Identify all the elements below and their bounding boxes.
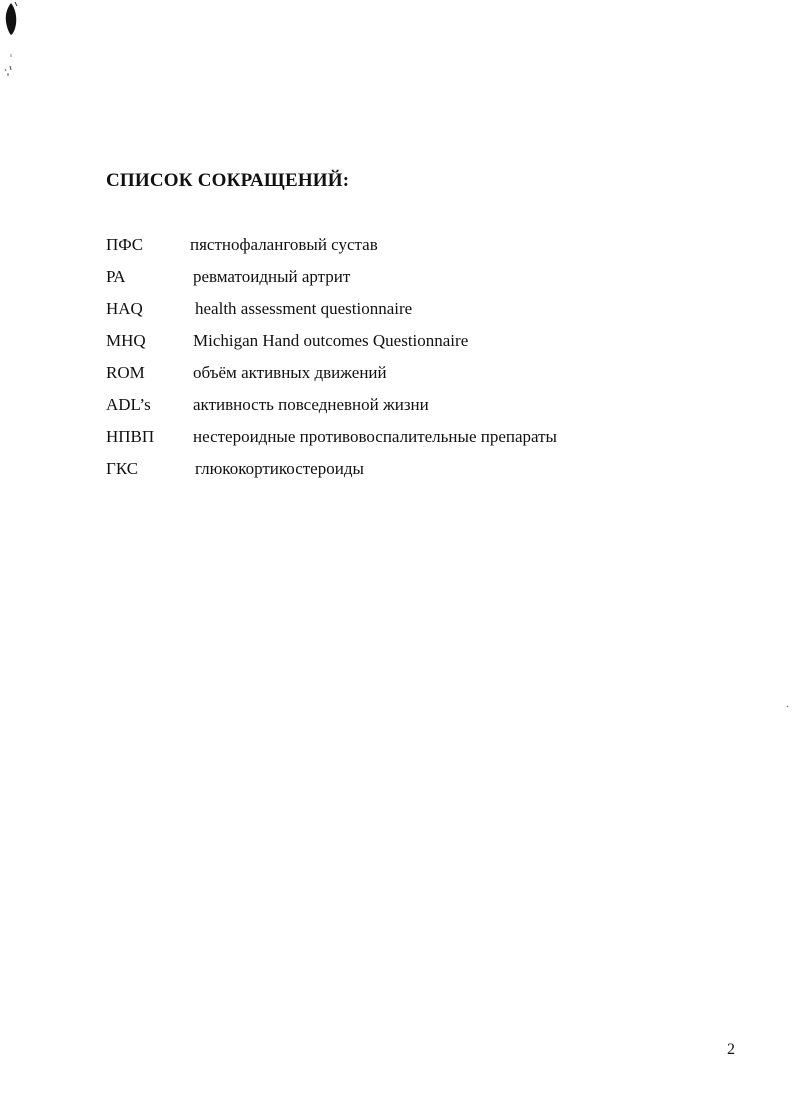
abbreviation-row [106, 329, 706, 361]
abbreviation-row [106, 233, 706, 265]
abbreviation-row [106, 393, 706, 425]
abbreviation-term: MHQ [106, 331, 146, 350]
abbreviation-row [106, 457, 706, 489]
abbreviation-definition: Michigan Hand outcomes Questionnaire [193, 331, 469, 350]
abbreviations-heading: СПИСОК СОКРАЩЕНИЙ: [106, 170, 350, 191]
page-number: 2 [727, 1041, 735, 1058]
abbreviation-term: НПВП [106, 427, 155, 446]
abbreviation-definition: объём активных движений [193, 363, 387, 382]
abbreviation-definition: health assessment questionnaire [195, 299, 413, 318]
abbreviation-term: ПФС [106, 235, 144, 254]
abbreviation-term: ADL’s [106, 395, 151, 414]
abbreviation-term: HAQ [106, 299, 143, 318]
abbreviation-row [106, 361, 706, 393]
abbreviation-term: ROM [106, 363, 145, 382]
abbreviation-definition: нестероидные противовоспалительные препараты [193, 427, 557, 446]
abbreviation-definition: ревматоидный артрит [193, 267, 351, 286]
abbreviation-list [106, 233, 706, 489]
abbreviation-definition: активность повседневной жизни [193, 395, 429, 414]
abbreviation-definition: глюкокортикостероиды [195, 459, 364, 478]
scan-ink-blot [4, 2, 18, 36]
abbreviation-row [106, 265, 706, 297]
abbreviation-definition: пястнофаланговый сустав [190, 235, 378, 254]
abbreviation-row [106, 297, 706, 329]
scan-noise-marks [2, 54, 16, 80]
abbreviation-term: РА [106, 267, 126, 286]
abbreviation-term: ГКС [106, 459, 139, 478]
scan-speck [786, 705, 789, 708]
abbreviation-row [106, 425, 706, 457]
